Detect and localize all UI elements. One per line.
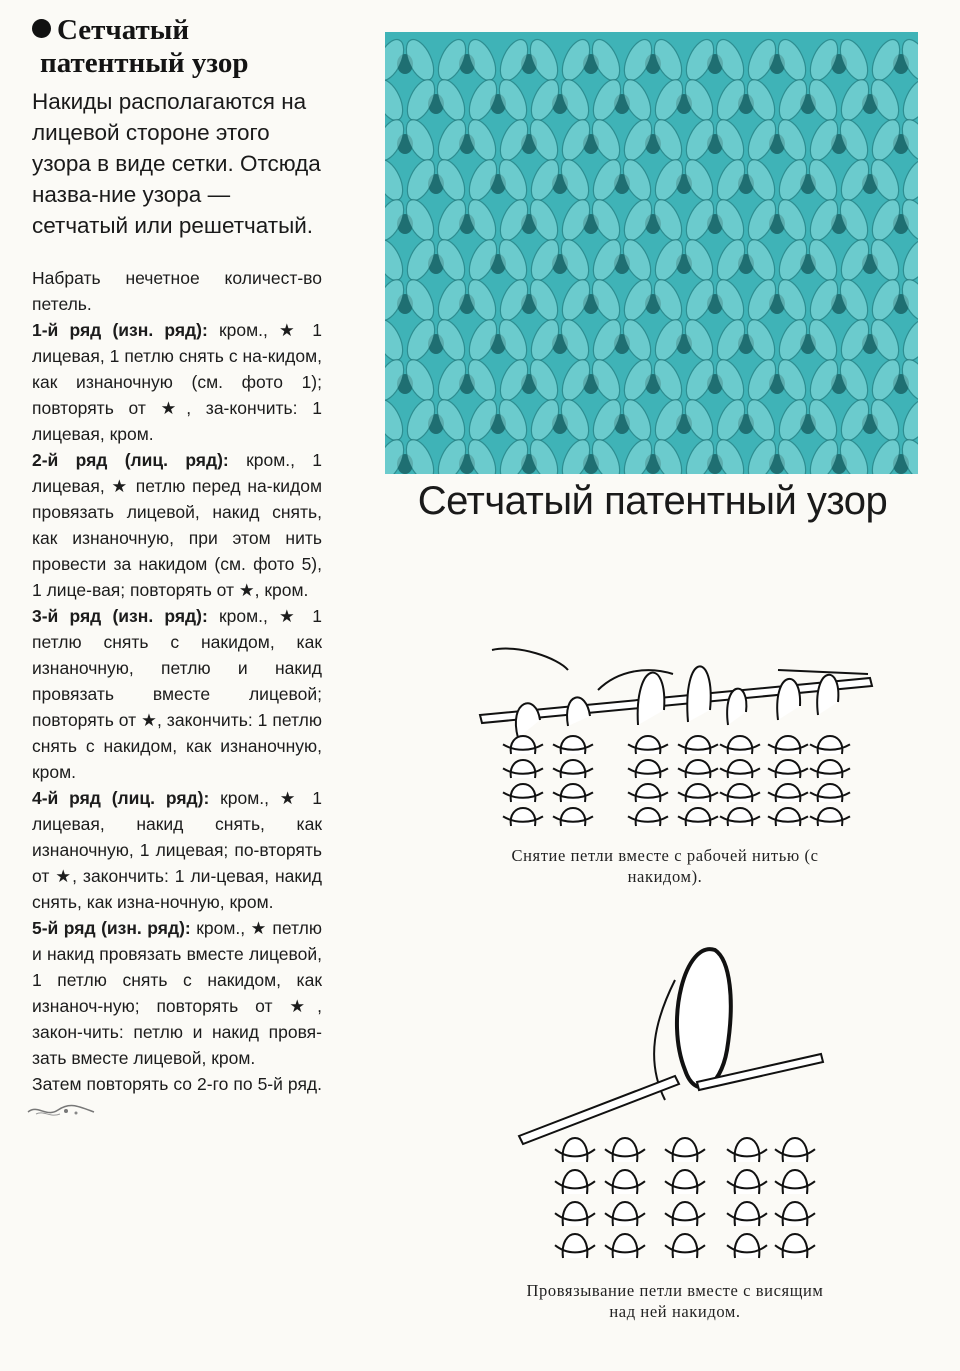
diagram1-caption: Снятие петли вместе с рабочей нитью (с накидом). [511,846,819,886]
row-4 [32,785,322,915]
row-text: кром., 1 лицевая, ★ петлю перед на-кидом провязать лицевой, накид снять, как изнаночную, при этом нить провести за накидом (см. фото 5), 1 лице-вая; повторять от ★, кром. [32,450,322,600]
row-text: кром., ★ петлю и накид провязать вместе лицевой, 1 петлю снять с накидом, как изнаноч-ную; повторять от ★, закон-чить: петлю и накид провя-зать вместе лицевой, кром. [32,918,322,1068]
closing-text [32,1071,322,1123]
row-text: кром., ★ 1 лицевая, накид снять, как изнаночную, 1 лицевая; по-вторять от ★, закончить: 1 ли-цевая, накид снять, как изна-ночную, кром. [32,788,322,912]
row-5 [32,915,322,1071]
closing-label: Затем повторять со 2-го по 5-й ряд. [32,1074,322,1094]
row-1 [32,317,322,447]
cast-on-text: Набрать нечетное количест-во петель. [32,268,322,314]
row-3 [32,603,322,785]
slip-stitch-diagram [478,630,878,830]
knit-texture [385,32,918,474]
row-text: кром., ★ 1 лицевая, 1 петлю снять с на-кидом, как изнаночную (см. фото 1); повторять от ★, за-кончить: 1 лицевая, кром. [32,320,322,444]
ornament-icon [26,1102,96,1120]
row-2 [32,447,322,603]
instructions-column [32,14,322,1123]
bullet-icon [32,19,51,38]
row-label: 3-й ряд (изн. ряд): [32,606,208,626]
title-line1: Сетчатый [57,14,190,46]
row-label: 5-й ряд (изн. ряд): [32,918,191,938]
diagram2-caption: Провязывание петли вместе с висящим над ней накидом. [526,1281,824,1321]
row-label: 4-й ряд (лиц. ряд): [32,788,210,808]
knit-together-diagram [515,940,825,1270]
intro-text: Накиды располагаются на лицевой стороне этого узора в виде сетки. Отсюда назва-ние узора — сетчатый или решетчатый. [32,89,321,238]
knitting-photo [385,32,918,474]
knitting-instructions [32,265,322,1123]
row-label: 2-й ряд (лиц. ряд): [32,450,229,470]
title-line2: патентный узор [40,47,249,79]
page-title [32,14,322,80]
row-label: 1-й ряд (изн. ряд): [32,320,208,340]
photo-caption: Сетчатый патентный узор [417,479,888,523]
row-text: кром., ★ 1 петлю снять с накидом, как изнаночную, петлю и накид провязать вместе лицевой; повторять от ★, закончить: 1 петлю снять с накидом, как изнаночную, кром. [32,606,322,782]
